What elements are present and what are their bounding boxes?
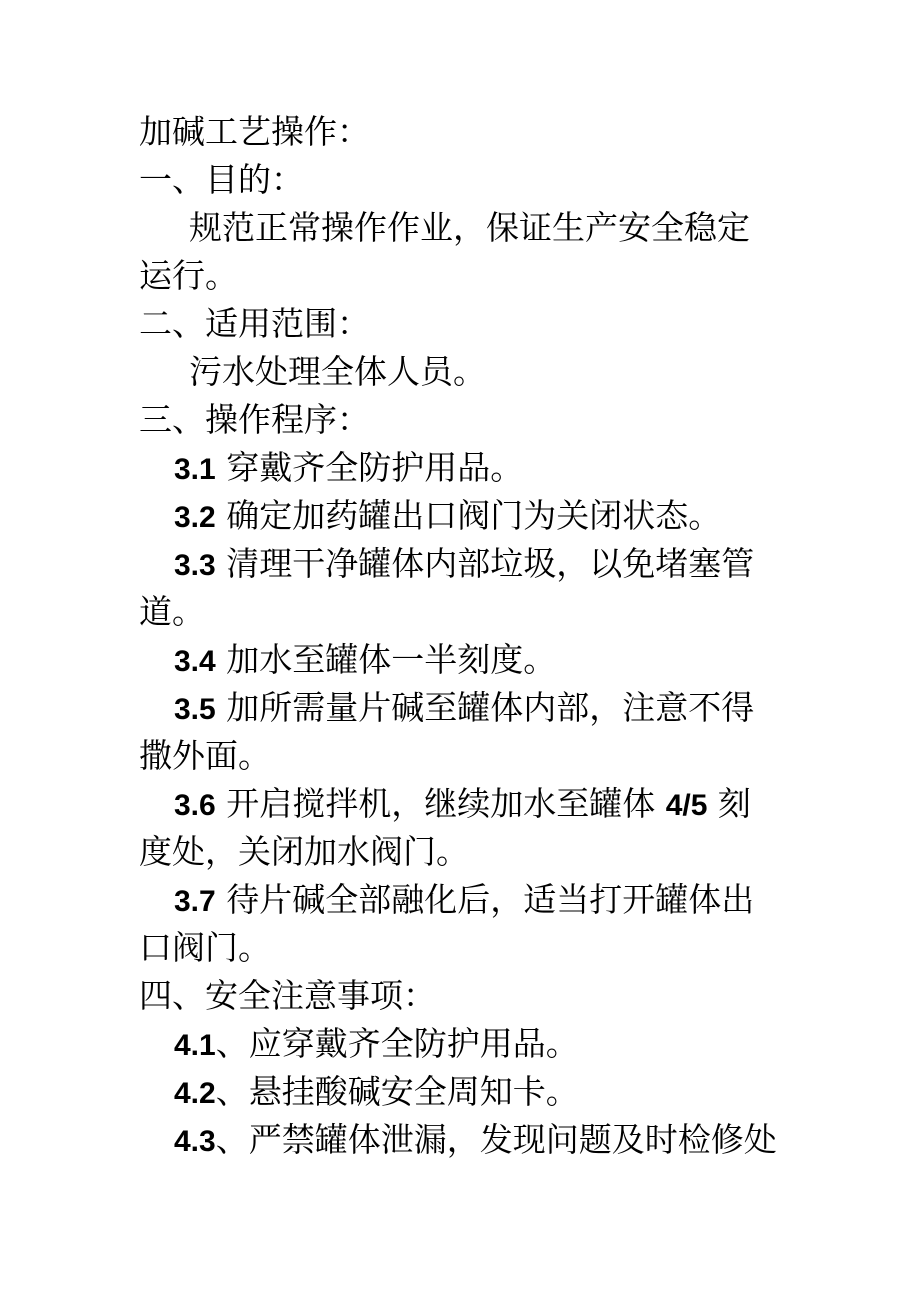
step-text-tail: 刻 [707, 784, 751, 823]
fraction-value: 4/5 [665, 789, 708, 822]
step-number: 3.5 [174, 693, 216, 726]
note-number: 4.1 [174, 1029, 216, 1062]
note-text: 、应穿戴齐全防护用品。 [215, 1024, 579, 1063]
document-page [139, 108, 804, 1164]
note-4-2 [139, 1068, 804, 1116]
step-text: 开启搅拌机，继续加水至罐体 [215, 784, 666, 823]
section-3-heading: 三、操作程序： [139, 400, 370, 439]
note-text: 、严禁罐体泄漏，发现问题及时检修处 [215, 1120, 777, 1159]
section-1-body-cont: 运行。 [139, 256, 238, 295]
section-4-heading: 四、安全注意事项： [139, 976, 436, 1015]
step-number: 3.2 [174, 501, 216, 534]
note-number: 4.2 [174, 1077, 216, 1110]
step-3-7-cont: 口阀门。 [139, 928, 271, 967]
step-text: 待片碱全部融化后，适当打开罐体出 [215, 880, 755, 919]
step-text: 确定加药罐出口阀门为关闭状态。 [215, 496, 722, 535]
section-1-body: 规范正常操作作业，保证生产安全稳定 [189, 208, 750, 247]
note-text: 、悬挂酸碱安全周知卡。 [215, 1072, 579, 1111]
step-number: 3.1 [174, 453, 216, 486]
step-3-2 [139, 492, 804, 540]
step-text: 加水至罐体一半刻度。 [215, 640, 557, 679]
step-number: 3.7 [174, 885, 216, 918]
step-number: 3.4 [174, 645, 216, 678]
step-text: 穿戴齐全防护用品。 [215, 448, 524, 487]
step-3-5-cont: 撒外面。 [139, 736, 271, 775]
step-3-6 [139, 780, 804, 828]
note-4-3 [139, 1116, 804, 1164]
document-title: 加碱工艺操作： [139, 112, 370, 151]
step-3-3-cont: 道。 [139, 592, 205, 631]
step-3-1 [139, 444, 804, 492]
step-3-7 [139, 876, 804, 924]
step-number: 3.6 [174, 789, 216, 822]
section-2-body: 污水处理全体人员。 [189, 352, 486, 391]
step-3-4 [139, 636, 804, 684]
step-3-6-cont: 度处，关闭加水阀门。 [139, 832, 469, 871]
section-1-heading: 一、目的： [139, 160, 304, 199]
note-number: 4.3 [174, 1125, 216, 1158]
step-number: 3.3 [174, 549, 216, 582]
step-3-5 [139, 684, 804, 732]
step-text: 加所需量片碱至罐体内部，注意不得 [215, 688, 755, 727]
section-2-heading: 二、适用范围： [139, 304, 370, 343]
note-4-1 [139, 1020, 804, 1068]
step-3-3 [139, 540, 804, 588]
step-text: 清理干净罐体内部垃圾，以免堵塞管 [215, 544, 755, 583]
